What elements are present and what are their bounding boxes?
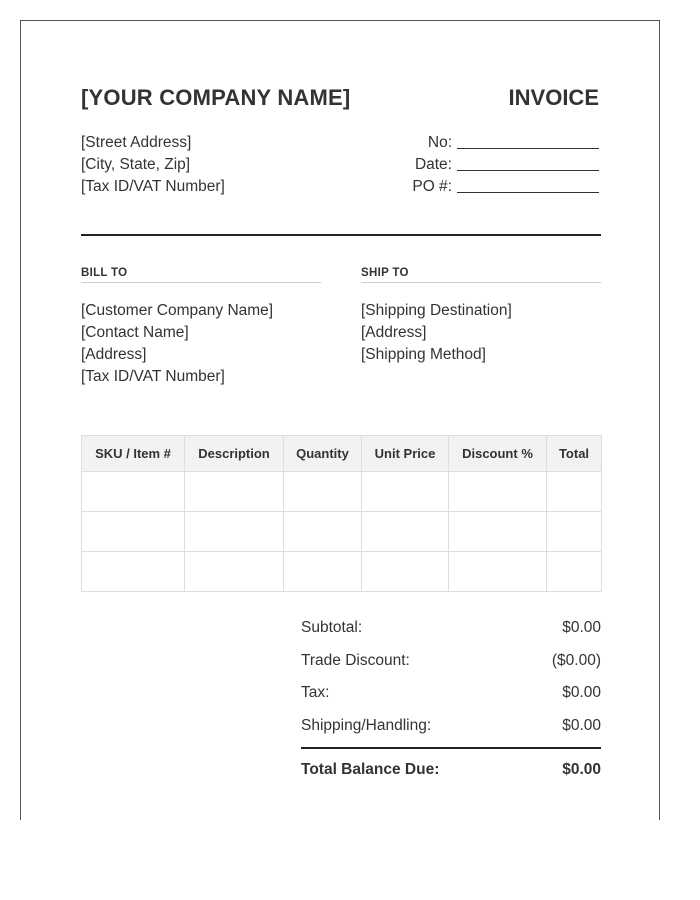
column-header-total: Total	[547, 436, 602, 472]
trade-discount-row	[301, 650, 601, 683]
ship-to-lines	[361, 300, 601, 366]
po-number-row	[412, 176, 599, 198]
table-cell[interactable]	[362, 472, 449, 512]
column-header-quantity: Quantity	[284, 436, 362, 472]
invoice-number-label: No:	[427, 134, 452, 151]
ship-to-heading: SHIP TO	[361, 267, 601, 283]
tax-label: Tax:	[301, 684, 330, 701]
table-cell[interactable]	[547, 472, 602, 512]
table-cell[interactable]	[284, 472, 362, 512]
bill-to-section	[81, 267, 321, 388]
document-title: INVOICE	[508, 85, 599, 110]
bill-to-contact: [Contact Name]	[81, 324, 189, 341]
column-header-sku: SKU / Item #	[82, 436, 185, 472]
table-cell[interactable]	[362, 552, 449, 592]
company-name: [YOUR COMPANY NAME]	[81, 85, 351, 110]
tax-row	[301, 682, 601, 715]
balance-due-value: $0.00	[562, 761, 601, 778]
subtotal-row	[301, 617, 601, 650]
ship-to-destination: [Shipping Destination]	[361, 302, 512, 319]
invoice-date-field[interactable]	[457, 156, 599, 171]
table-cell[interactable]	[185, 552, 284, 592]
table-cell[interactable]	[284, 512, 362, 552]
table-cell[interactable]	[449, 552, 547, 592]
table-cell[interactable]	[547, 552, 602, 592]
bill-to-company: [Customer Company Name]	[81, 302, 274, 319]
trade-discount-value: ($0.00)	[551, 651, 601, 669]
bill-to-tax-id: [Tax ID/VAT Number]	[81, 368, 225, 385]
table-cell[interactable]	[449, 512, 547, 552]
totals-section	[301, 617, 601, 781]
shipping-value: $0.00	[562, 716, 601, 734]
tax-value: $0.00	[562, 684, 601, 701]
ship-to-address: [Address]	[361, 324, 427, 341]
balance-due-row	[301, 759, 601, 781]
shipping-row	[301, 715, 601, 748]
header-divider	[81, 234, 601, 236]
from-street: [Street Address]	[81, 134, 192, 151]
invoice-number-field[interactable]	[457, 134, 599, 149]
table-cell[interactable]	[82, 512, 185, 552]
ship-to-section	[361, 267, 601, 366]
line-items-table	[81, 435, 602, 592]
subtotal-label: Subtotal:	[301, 619, 363, 636]
invoice-page	[20, 20, 660, 820]
po-number-label: PO #:	[412, 178, 452, 195]
from-tax-id: [Tax ID/VAT Number]	[81, 178, 225, 195]
table-cell[interactable]	[284, 552, 362, 592]
shipping-label: Shipping/Handling:	[301, 716, 432, 734]
table-header-row	[82, 436, 602, 472]
table-cell[interactable]	[449, 472, 547, 512]
po-number-field[interactable]	[457, 178, 599, 193]
bill-to-lines	[81, 300, 321, 388]
bill-to-heading: BILL TO	[81, 267, 321, 283]
table-row	[82, 472, 602, 512]
totals-divider	[301, 747, 601, 749]
invoice-meta	[412, 132, 599, 198]
invoice-number-row	[412, 132, 599, 154]
from-city: [City, State, Zip]	[81, 156, 191, 173]
balance-due-label: Total Balance Due:	[301, 761, 440, 778]
table-cell[interactable]	[362, 512, 449, 552]
column-header-description: Description	[185, 436, 284, 472]
invoice-date-label: Date:	[414, 156, 452, 173]
table-cell[interactable]	[547, 512, 602, 552]
subtotal-value: $0.00	[562, 619, 601, 636]
from-address	[81, 132, 225, 198]
table-cell[interactable]	[185, 472, 284, 512]
table-row	[82, 512, 602, 552]
column-header-discount: Discount %	[449, 436, 547, 472]
table-cell[interactable]	[82, 552, 185, 592]
table-row	[82, 552, 602, 592]
table-cell[interactable]	[82, 472, 185, 512]
ship-to-method: [Shipping Method]	[361, 346, 486, 363]
invoice-date-row	[412, 154, 599, 176]
table-cell[interactable]	[185, 512, 284, 552]
trade-discount-label: Trade Discount:	[301, 651, 410, 669]
column-header-unit-price: Unit Price	[362, 436, 449, 472]
bill-to-address: [Address]	[81, 346, 147, 363]
